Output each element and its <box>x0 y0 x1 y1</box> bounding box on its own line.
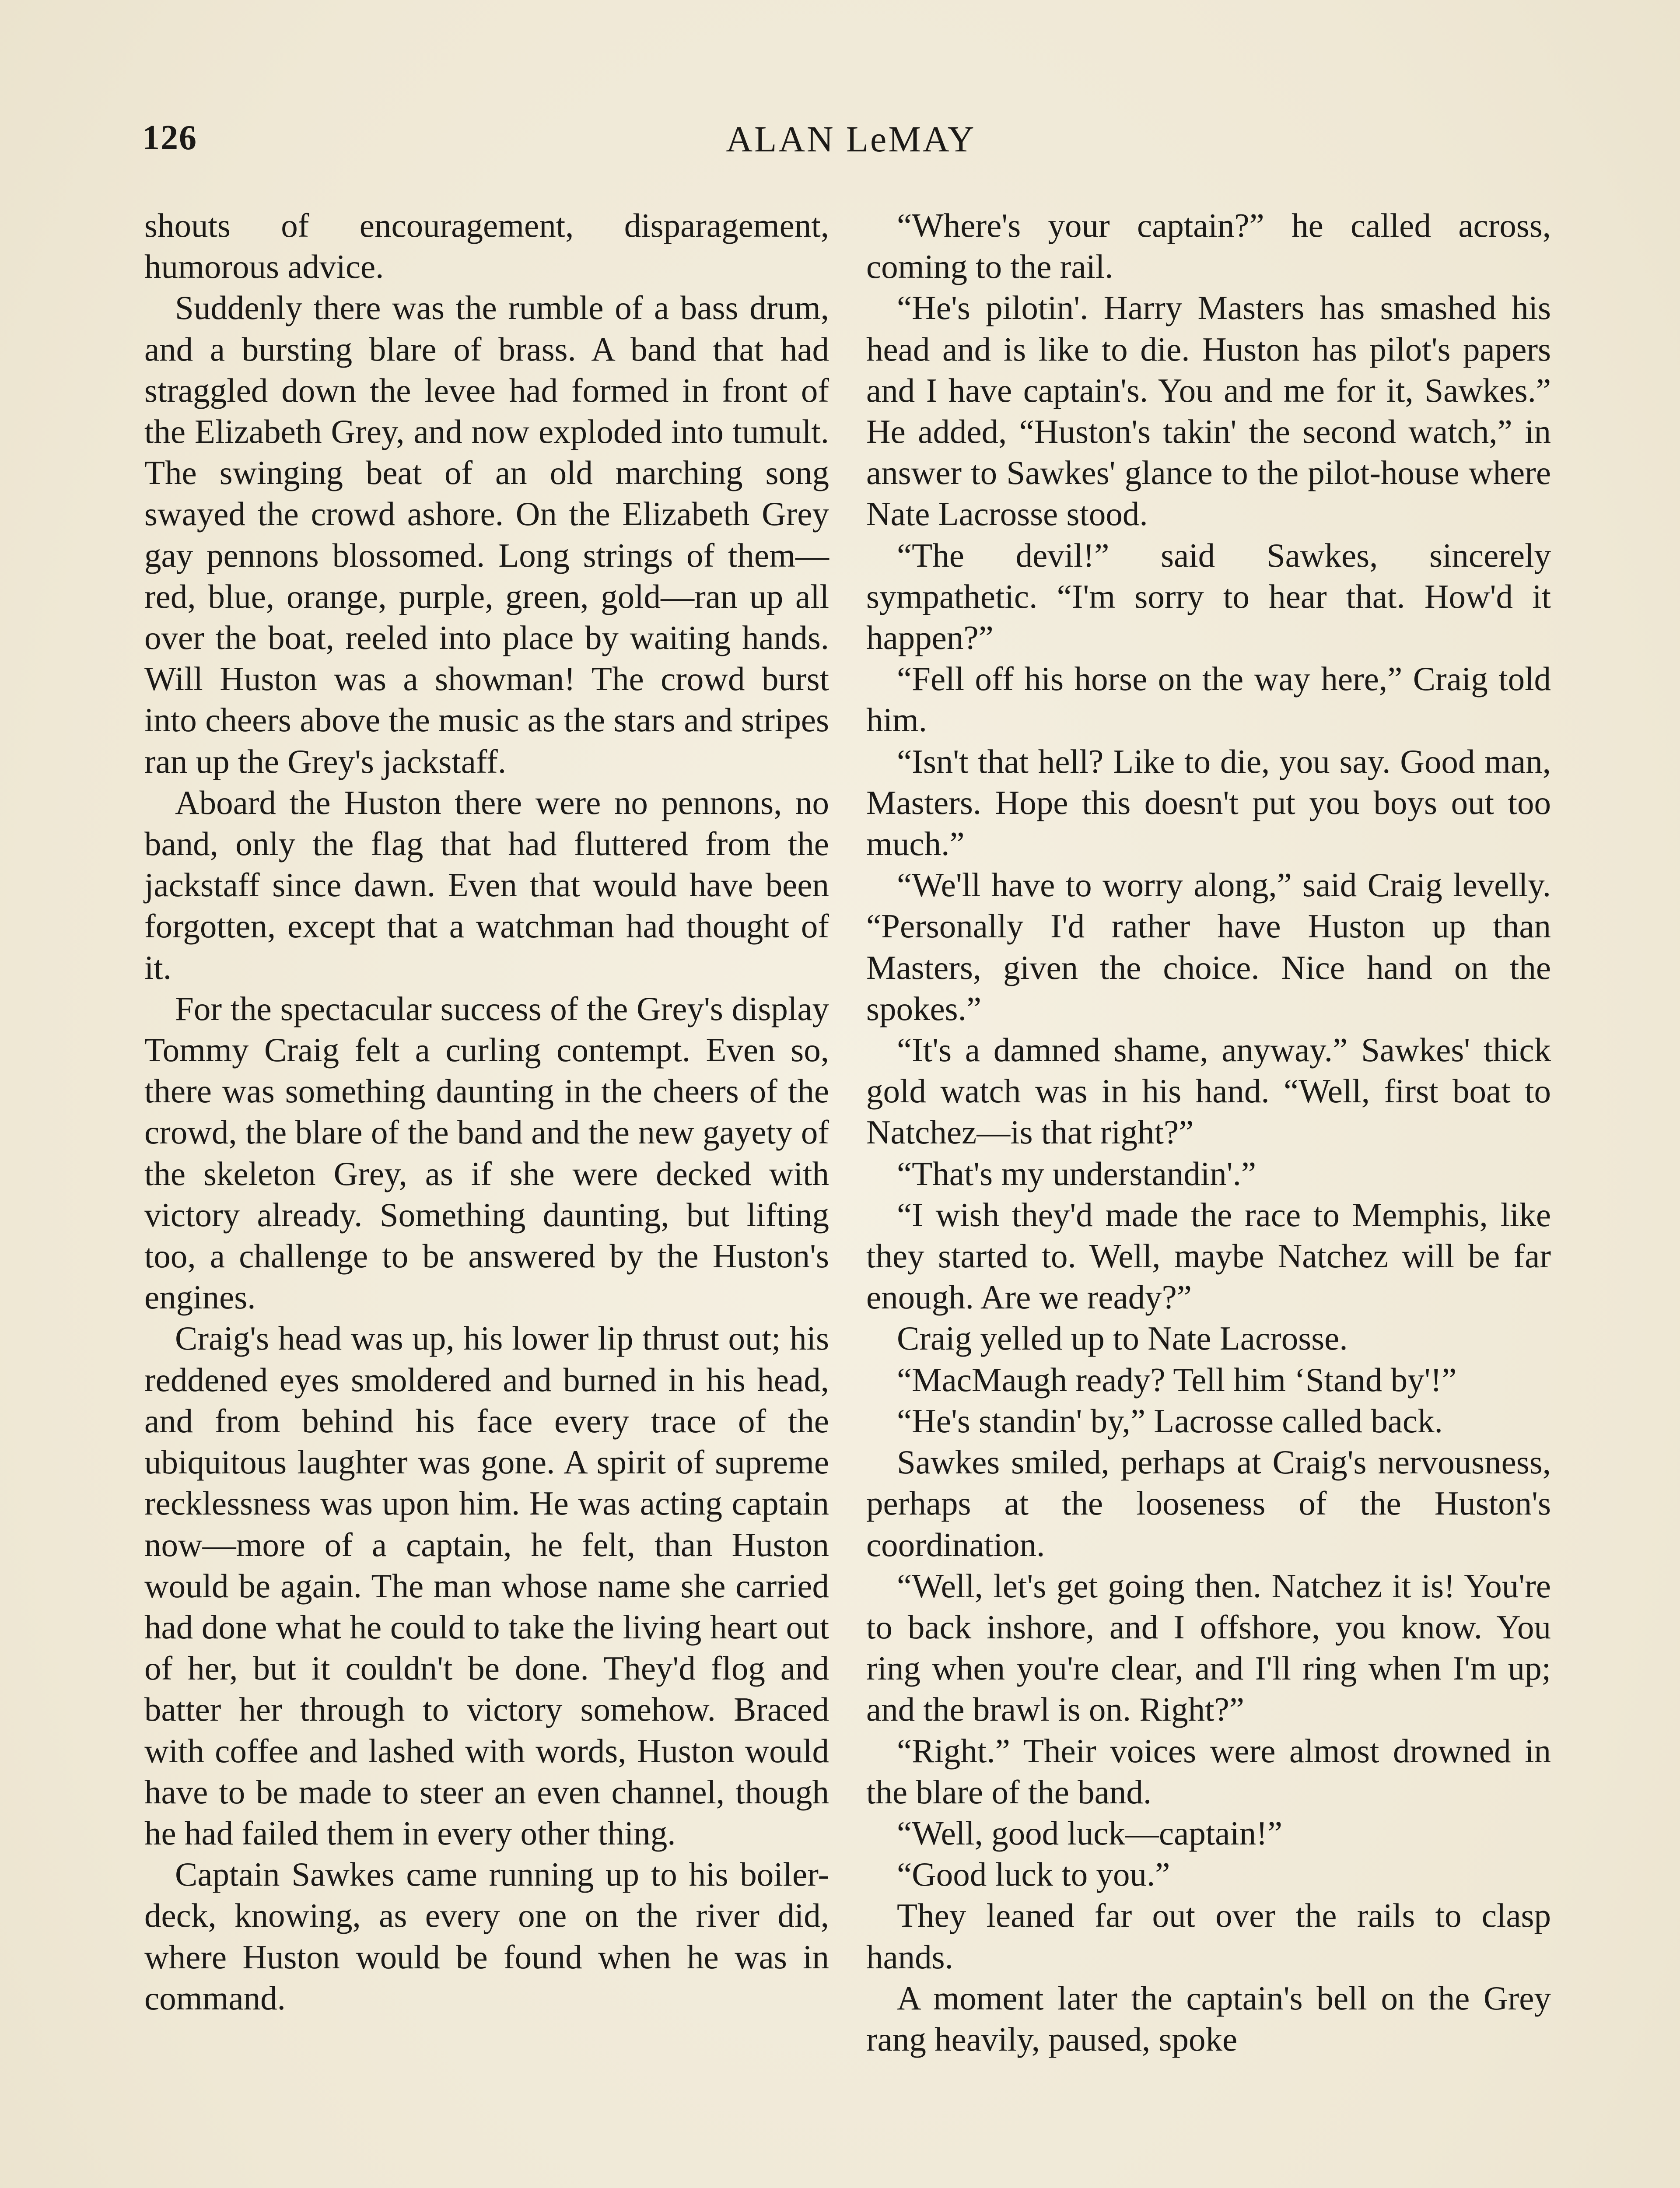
paragraph: Aboard the Huston there were no pennons, no band, only the flag that had fluttered from the jackstaff since dawn. Even that would have been forgotten, except that a watchman had thought of it. <box>144 783 829 986</box>
paragraph: “Where's your captain?” he called across, coming to the rail. <box>866 207 1551 286</box>
right-column <box>866 205 1551 2060</box>
running-head: ALAN LeMAY <box>726 119 976 160</box>
paragraph: A moment later the captain's bell on the Grey rang heavily, paused, spoke <box>866 1979 1551 2058</box>
paragraph: “That's my understandin'.” <box>897 1154 1256 1192</box>
paragraph: “Well, let's get going then. Natchez it is! You're to back inshore, and I offshore, you know. You ring when you're clear, and I'll ring when I'm up; and the brawl is on. Right?” <box>866 1567 1551 1729</box>
paragraph: “We'll have to worry along,” said Craig levelly. “Personally I'd rather have Huston up than Masters, given the choice. Nice hand on the spokes.” <box>866 866 1551 1027</box>
paragraph: For the spectacular success of the Grey's display Tommy Craig felt a curling contempt. Even so, there was something daunting in the cheers of the crowd, the blare of the band and the new gayety of the skeleton Grey, as if she were decked with victory already. Something daunting, but lifting too, a challenge to be answered by the Huston's engines. <box>144 989 829 1316</box>
paragraph: “MacMaugh ready? Tell him ‘Stand by'!” <box>897 1360 1457 1399</box>
paragraph: “He's pilotin'. Harry Masters has smashed his head and is like to die. Huston has pilot's papers and I have captain's. You and me for it, Sawkes.” He added, “Huston's takin' the second watch,” in answer to Sawkes' glance to the pilot-house where Nate Lacrosse stood. <box>866 289 1551 533</box>
left-column <box>144 205 829 2019</box>
paragraph: Craig yelled up to Nate Lacrosse. <box>897 1319 1348 1357</box>
paragraph: “The devil!” said Sawkes, sincerely sympathetic. “I'm sorry to hear that. How'd it happen?” <box>866 536 1551 657</box>
paragraph: shouts of encouragement, disparagement, humorous advice. <box>144 207 829 286</box>
paragraph: “He's standin' by,” Lacrosse called back. <box>897 1402 1443 1440</box>
paragraph: They leaned far out over the rails to clasp hands. <box>866 1897 1551 1976</box>
paragraph: “Isn't that hell? Like to die, you say. Good man, Masters. Hope this doesn't put you boys out too much.” <box>866 742 1551 863</box>
paragraph: Captain Sawkes came running up to his boiler-deck, knowing, as every one on the river did, where Huston would be found when he was in command. <box>144 1855 829 2017</box>
paragraph: “Good luck to you.” <box>897 1855 1170 1893</box>
paragraph: Craig's head was up, his lower lip thrust out; his reddened eyes smoldered and burned in his head, and from behind his face every trace of the ubiquitous laughter was gone. A spirit of supreme recklessness was upon him. He was acting captain now—more of a captain, he felt, than Huston would be again. The man whose name she carried had done what he could to take the living heart out of her, but it couldn't be done. They'd flog and batter her through to victory somehow. Braced with coffee and lashed with words, Huston would have to be made to steer an even channel, though he had failed them in every other thing. <box>144 1319 829 1852</box>
page-header <box>142 118 1560 166</box>
paragraph: “I wish they'd made the race to Memphis, like they started to. Well, maybe Natchez will be far enough. Are we ready?” <box>866 1196 1551 1316</box>
paragraph: Suddenly there was the rumble of a bass drum, and a bursting blare of brass. A band that had straggled down the levee had formed in front of the Elizabeth Grey, and now exploded into tumult. The swinging beat of an old marching song swayed the crowd ashore. On the Elizabeth Grey gay pennons blossomed. Long strings of them—red, blue, orange, purple, green, gold—ran up all over the boat, reeled into place by waiting hands. Will Huston was a showman! The crowd burst into cheers above the music as the stars and stripes ran up the Grey's jackstaff. <box>144 289 829 780</box>
page-number: 126 <box>142 119 197 157</box>
paragraph: “Fell off his horse on the way here,” Craig told him. <box>866 660 1551 739</box>
paragraph: “It's a damned shame, anyway.” Sawkes' thick gold watch was in his hand. “Well, first boat to Natchez—is that right?” <box>866 1031 1551 1151</box>
paragraph: “Well, good luck—captain!” <box>897 1814 1283 1852</box>
paragraph: Sawkes smiled, perhaps at Craig's nervousness, perhaps at the looseness of the Huston's coordination. <box>866 1443 1551 1564</box>
paragraph: “Right.” Their voices were almost drowned in the blare of the band. <box>866 1732 1551 1811</box>
